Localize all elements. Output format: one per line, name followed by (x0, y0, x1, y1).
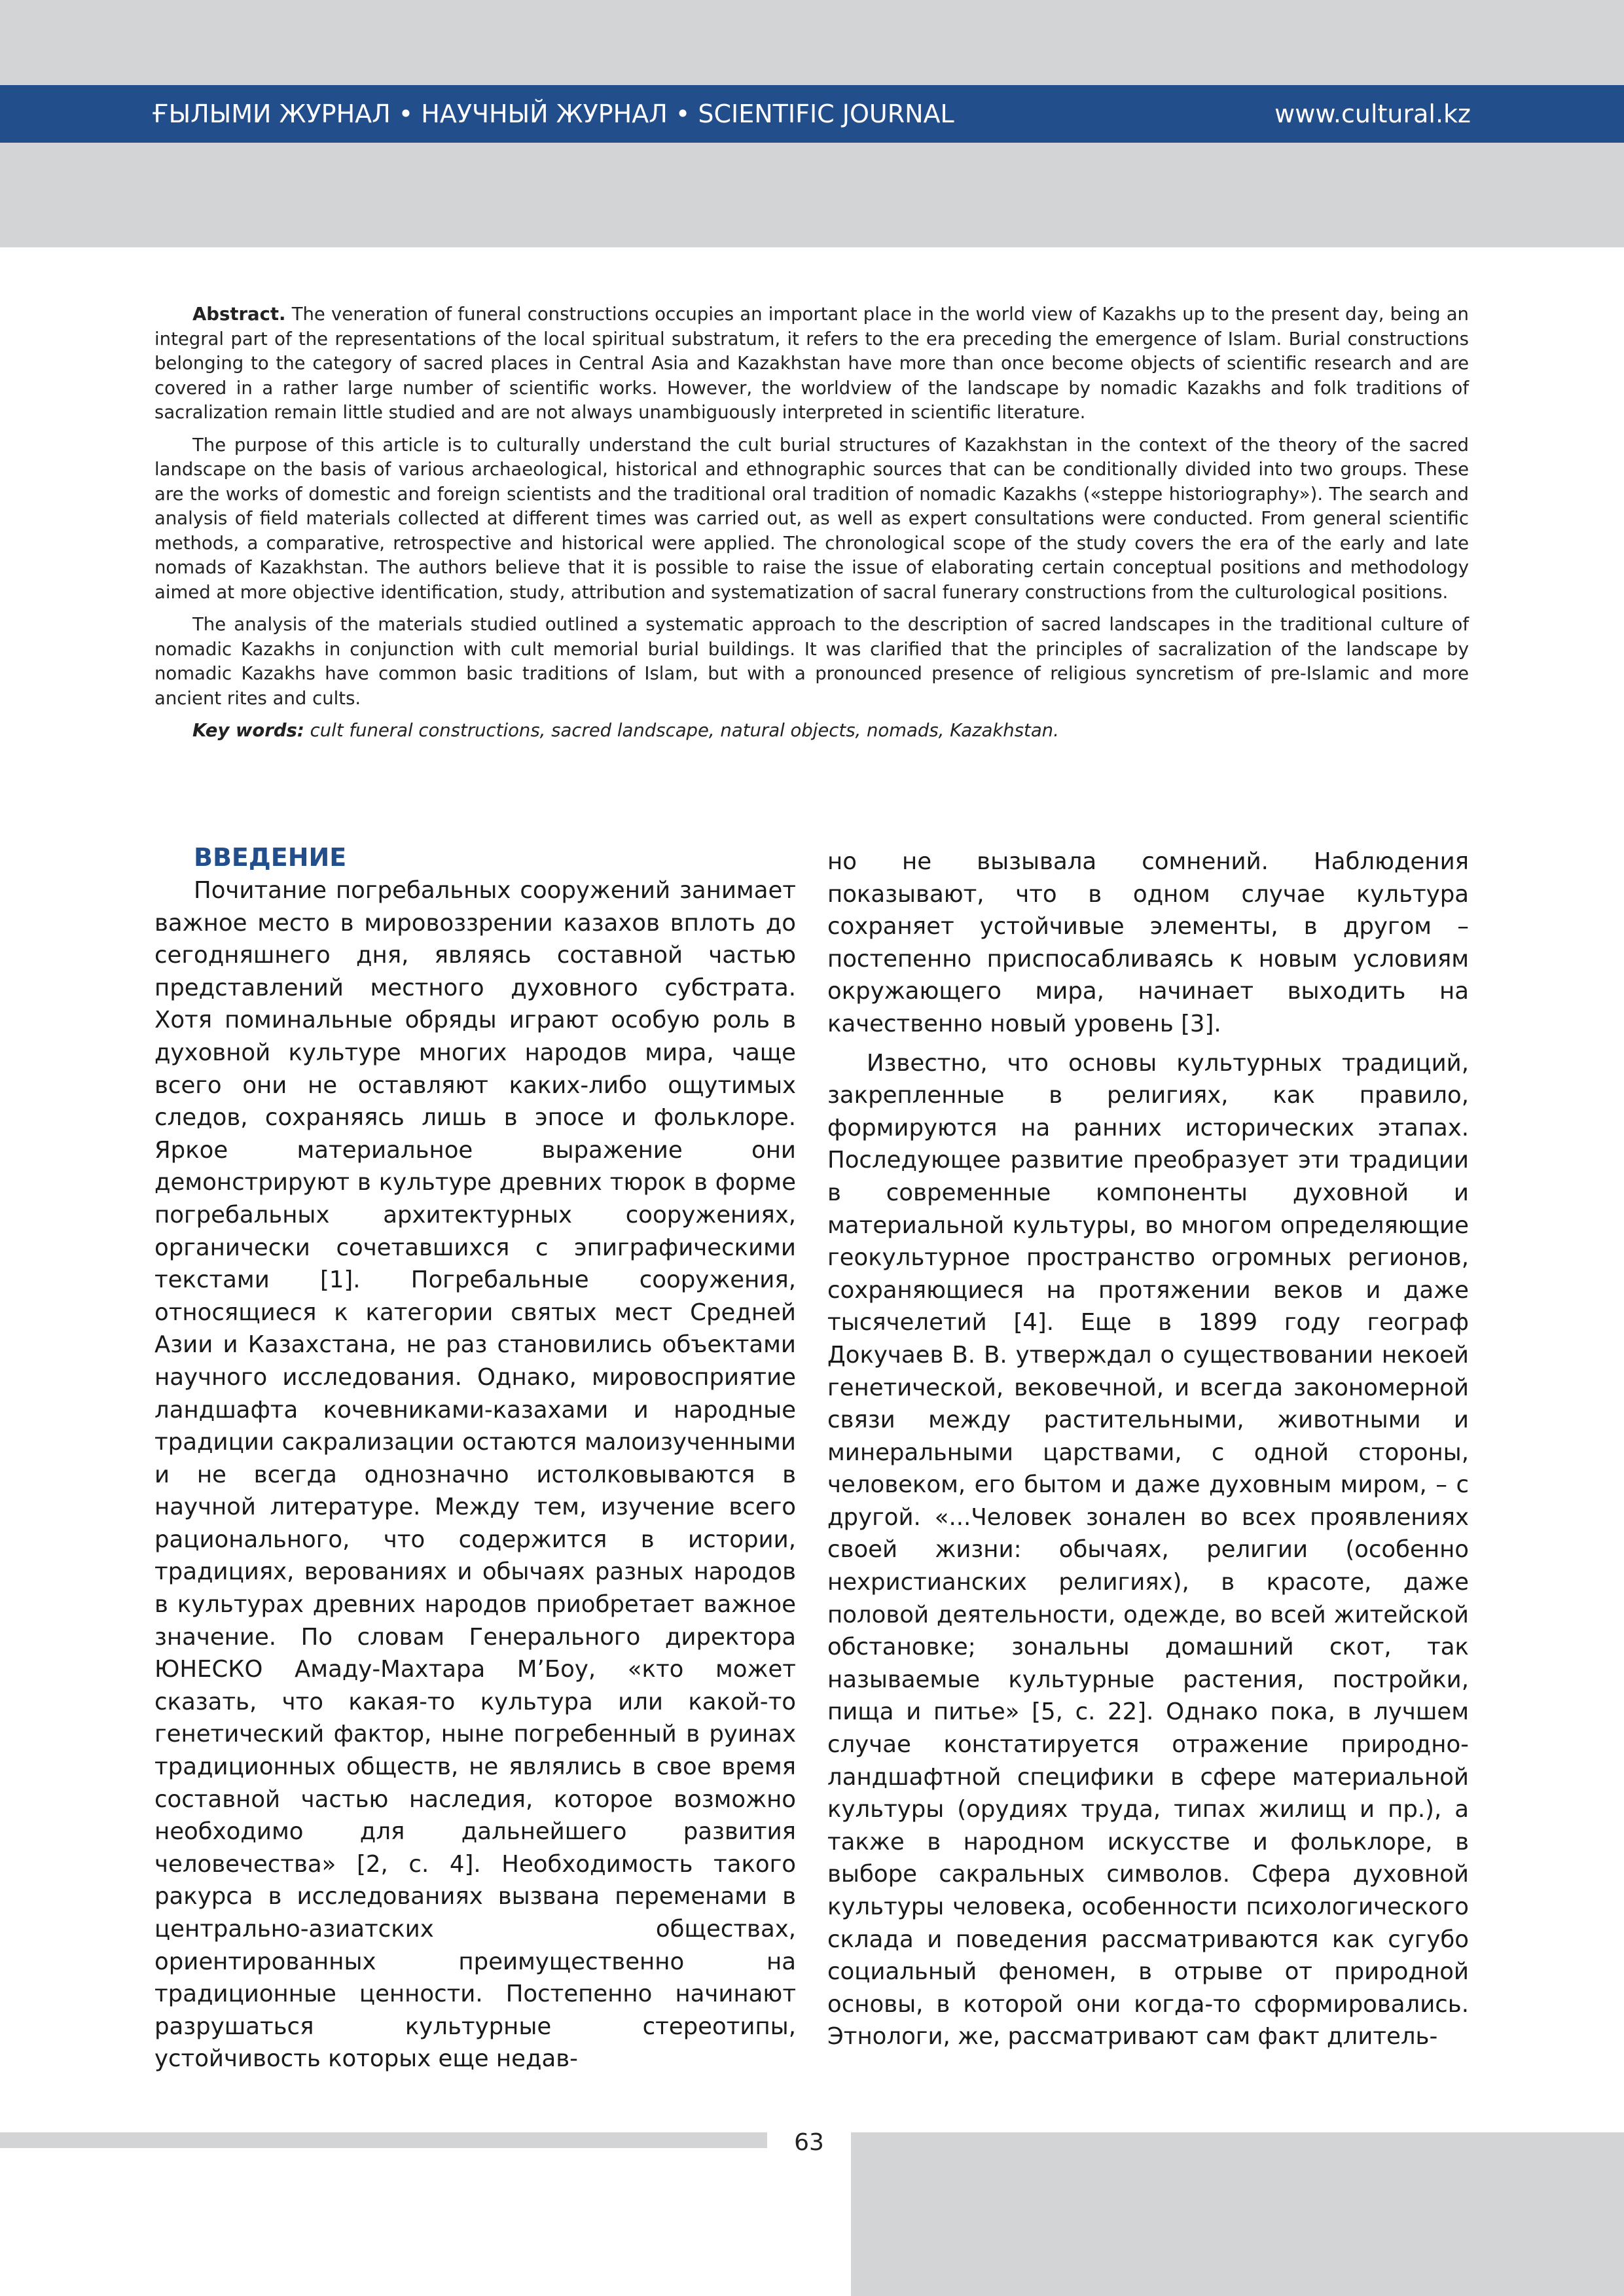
section-heading: ВВЕДЕНИЕ (194, 843, 347, 872)
abstract-paragraph-1 (154, 302, 1469, 425)
body-paragraph: Известно, что основы культурных традиций, закрепленные в религиях, как правило, формируются на ранних исторических этапах. Последующее развитие преобразует эти традиции в современные компоненты духовной и материальной культуры, во многом определяющие геокультурное пространство огромных регионов, сохраняющиеся на протяжении веков и даже тысячелетий [4]. Еще в 1899 году географ Докучаев В. В. утверждал о существовании некоей генетической, вековечной, и всегда закономерной связи между растительными, животными и минеральными царствами, с одной стороны, человеком, его бытом и даже духовным миром, – с другой. «...Человек зонален во всех проявлениях своей жизни: обычаях, религии (особенно нехристианских религиях), в красоте, даже половой деятельности, одежде, во всей житейской обстановке; зональны домашний скот, так называемые культурные растения, постройки, пища и питье» [5, с. 22]. Однако пока, в лучшем случае констатируется отражение природно-ландшафтной специфики в сфере материальной культуры (орудиях труда, типах жилищ и пр.), а также в народном искусстве и фольклоре, в выборе сакральных символов. Сфера духовной культуры человека, особенности психологического склада и поведения рассматриваются как сугубо социальный феномен, в отрыве от природной основы, в которой они когда-то сформировались. Этнологи, же, рассматривают сам факт длитель- (827, 1049, 1469, 2051)
abstract-paragraph-2: The purpose of this article is to culturally understand the cult burial structures of Kazakhstan in the context of the theory of the sacred landscape on the basis of various archaeological, historical and ethnographic sources that can be conditionally divided into two groups. These are the works of domestic and foreign scientists and the traditional oral tradition of nomadic Kazakhs («steppe historiography»). The search and analysis of field materials collected at different times was carried out, as well as expert consultations were conducted. From general scientific methods, a comparative, retrospective and historical were applied. The chronological scope of the study covers the era of the early and late nomads of Kazakhstan. The authors believe that it is possible to raise the issue of elaborating certain conceptual positions and methodology aimed at more objective identification, study, attribution and systematization of sacral funerary constructions from the culturological positions. (154, 434, 1469, 603)
keywords-text: cult funeral constructions, sacred landscape, natural objects, nomads, Kazakhstan. (310, 720, 1059, 741)
body-column-right (827, 846, 1469, 2060)
body-column-left (154, 840, 796, 2082)
journal-website: www.cultural.kz (1274, 99, 1471, 128)
abstract-lead: Abstract. (192, 304, 286, 325)
journal-title: ҒЫЛЫМИ ЖУРНАЛ • НАУЧНЫЙ ЖУРНАЛ • SCIENTIFIC JOURNAL (152, 99, 954, 128)
footer-rule (0, 2132, 767, 2148)
body-paragraph: но не вызывала сомнений. Наблюдения показывают, что в одном случае культура сохраняет устойчивые элементы, в другом – постепенно приспосабливаясь к новым условиям окружающего мира, начинает выходить на качественно новый уровень [3]. (827, 848, 1469, 1037)
footer-gray-block (851, 2132, 1624, 2296)
journal-header-bar (0, 85, 1624, 143)
body-paragraph: Почитание погребальных сооружений занимает важное место в мировоззрении казахов вплоть до сегодняшнего дня, являясь составной частью представлений местного духовного субстрата. Хотя поминальные обряды играют особую роль в духовной культуре многих народов мира, чаще всего они не оставляют каких-либо ощутимых следов, сохраняясь лишь в эпосе и фольклоре. Яркое материальное выражение они демонстрируют в культуре древних тюрок в форме погребальных архитектурных сооружениях, органически сочетавшихся с эпиграфическими текстами [1]. Погребальные сооружения, относящиеся к категории святых мест Средней Азии и Казахстана, не раз становились объектами научного исследования. Однако, мировосприятие ландшафта кочевниками-казахами и народные традиции сакрализации остаются малоизученными и не всегда однозначно истолковываются в научной литературе. Между тем, изучение всего рационального, что содержится в истории, традициях, верованиях и обычаях разных народов в культурах древних народов приобретает важное значение. По словам Генерального директора ЮНЕСКО Амаду-Махтара М’Боу, «кто может сказать, что какая-то культура или какой-то генетический фактор, ныне погребенный в руинах традиционных обществ, не являлись в свое время составной частью наследия, которое возможно необходимо для дальнейшего развития человечества» [2, с. 4]. Необходимость такого ракурса в исследованиях вызвана переменами в центрально-азиатских обществах, ориентированных преимущественно на традиционные ценности. Постепенно начинают разрушаться культурные стереотипы, устойчивость которых еще недав- (154, 877, 796, 2073)
keywords-line (154, 719, 1469, 744)
abstract-text-1: The veneration of funeral constructions occupies an important place in the world view of Kazakhs up to the present day, being an integral part of the representations of the local spiritual substratum, it refers to the era preceding the emergence of Islam. Burial constructions belonging to the category of sacred places in Central Asia and Kazakhstan have more than once become objects of scientific research and are covered in a rather large number of scientific works. However, the worldview of the landscape by nomadic Kazakhs and folk traditions of sacralization remain little studied and are not always unambiguously interpreted in scientific literature. (154, 304, 1469, 423)
abstract-section (154, 302, 1469, 751)
keywords-label: Key words: (192, 720, 304, 741)
abstract-paragraph-3: The analysis of the materials studied outlined a systematic approach to the description of sacred landscapes in the traditional culture of nomadic Kazakhs in conjunction with cult memorial burial buildings. It was clarified that the principles of sacralization of the landscape by nomadic Kazakhs have common basic traditions of Islam, but with a pronounced presence of religious syncretism of pre-Islamic and more ancient rites and cults. (154, 614, 1469, 709)
page-number: 63 (794, 2129, 824, 2156)
